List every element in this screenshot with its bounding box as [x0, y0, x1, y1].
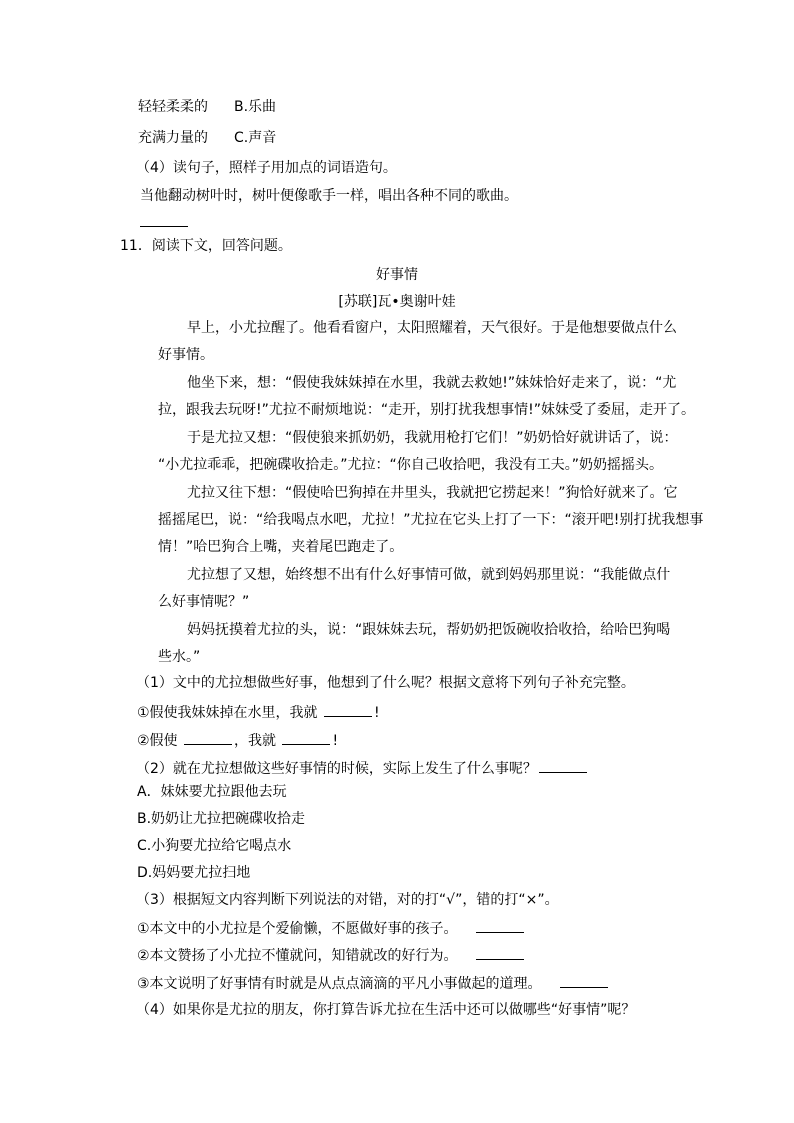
article-title: 好事情 — [376, 267, 418, 283]
p4-line-2: 摇摇尾巴，说：“给我喝点水吧，尤拉！”尤拉在它头上打了一下：“滚开吧!别打扰我想事 — [158, 512, 704, 528]
q2-option-d[interactable]: D.妈妈要尤拉扫地 — [137, 865, 251, 881]
q4-prompt: （4）如果你是尤拉的朋友，你打算告诉尤拉在生活中还可以做哪些“好事情”呢？ — [136, 1002, 636, 1018]
p3-line-1: 于是尤拉又想：“假使狼来抓奶奶，我就用枪打它们！”奶奶恰好就讲话了，说： — [187, 430, 678, 446]
q3-statement-2: ②本文赞扬了小尤拉不懂就问，知错就改的好行为。 — [137, 945, 526, 965]
q2-prompt: （2）就在尤拉想做这些好事情的时候，实际上发生了什么事呢？ — [136, 758, 589, 778]
q2-option-c[interactable]: C.小狗要尤拉给它喝点水 — [137, 838, 292, 854]
q3-1-blank[interactable] — [476, 918, 524, 933]
p4-line-3: 情！”哈巴狗合上嘴，夹着尾巴跑走了。 — [158, 539, 404, 555]
p6-line-2: 些水。” — [158, 649, 201, 665]
q1-item-a: ①假使我妹妹掉在水里，我就 ! — [137, 702, 380, 722]
matching-row-2 — [138, 128, 276, 148]
q2-option-a[interactable]: A．妹妹要尤拉跟他去玩 — [137, 784, 287, 800]
q3-2-blank[interactable] — [476, 945, 524, 960]
q10-4-sentence: 当他翻动树叶时，树叶便像歌手一样，唱出各种不同的歌曲。 — [140, 188, 518, 204]
matching-right-1: B.乐曲 — [234, 99, 277, 115]
p2-line-1: 他坐下来，想：“假使我妹妹掉在水里，我就去救她!”妹妹恰好走来了，说：“尤 — [187, 375, 677, 391]
q10-4-answer-line[interactable] — [140, 226, 188, 227]
p2-line-2: 拉，跟我去玩呀!”尤拉不耐烦地说：“走开，别打扰我想事情!”妹妹受了委屈，走开了。 — [158, 402, 695, 418]
q11-heading: 11．阅读下文，回答问题。 — [120, 238, 292, 254]
p4-line-1: 尤拉又往下想：“假使哈巴狗掉在井里头，我就把它捞起来！”狗恰好就来了。它 — [187, 485, 678, 501]
q3-3-blank[interactable] — [560, 973, 608, 988]
p1-line-2: 好事情。 — [158, 347, 214, 363]
q3-statement-1: ①本文中的小尤拉是个爱偷懒，不愿做好事的孩子。 — [137, 918, 526, 938]
q2-option-b[interactable]: B.奶奶让尤拉把碗碟收拾走 — [137, 811, 306, 827]
q2-blank[interactable] — [539, 758, 587, 773]
q1-item-b: ②假使 ，我就 ! — [137, 730, 338, 750]
p1-line-1: 早上，小尤拉醒了。他看看窗户，太阳照耀着，天气很好。于是他想要做点什么 — [187, 320, 677, 336]
q10-4-prompt: （4）读句子，照样子用加点的词语造句。 — [136, 160, 397, 176]
matching-right-2: C.声音 — [234, 130, 277, 146]
article-author: [苏联]瓦•奥谢叶娃 — [338, 294, 456, 310]
q3-prompt: （3）根据短文内容判断下列说法的对错，对的打“√”，错的打“×”。 — [136, 892, 559, 908]
p3-line-2: “小尤拉乖乖，把碗碟收拾走。”尤拉：“你自己收拾吧，我没有工夫。”奶奶摇摇头。 — [158, 457, 664, 473]
p5-line-2: 么好事情呢？” — [158, 594, 250, 610]
matching-left-2: 充满力量的 — [138, 130, 208, 146]
p5-line-1: 尤拉想了又想，始终想不出有什么好事情可做，就到妈妈那里说：“我能做点什 — [187, 567, 671, 583]
q1-b-blank-2[interactable] — [282, 730, 330, 745]
matching-row-1 — [138, 97, 276, 117]
q3-statement-3: ③本文说明了好事情有时就是从点点滴滴的平凡小事做起的道理。 — [137, 973, 610, 993]
p6-line-1: 妈妈抚摸着尤拉的头，说：“跟妹妹去玩，帮奶奶把饭碗收拾收拾，给哈巴狗喝 — [187, 622, 671, 638]
q1-a-blank[interactable] — [324, 702, 372, 717]
matching-left-1: 轻轻柔柔的 — [138, 99, 208, 115]
q1-prompt: （1）文中的尤拉想做些好事，他想到了什么呢？根据文意将下列句子补充完整。 — [136, 675, 635, 691]
q1-b-blank-1[interactable] — [184, 730, 232, 745]
